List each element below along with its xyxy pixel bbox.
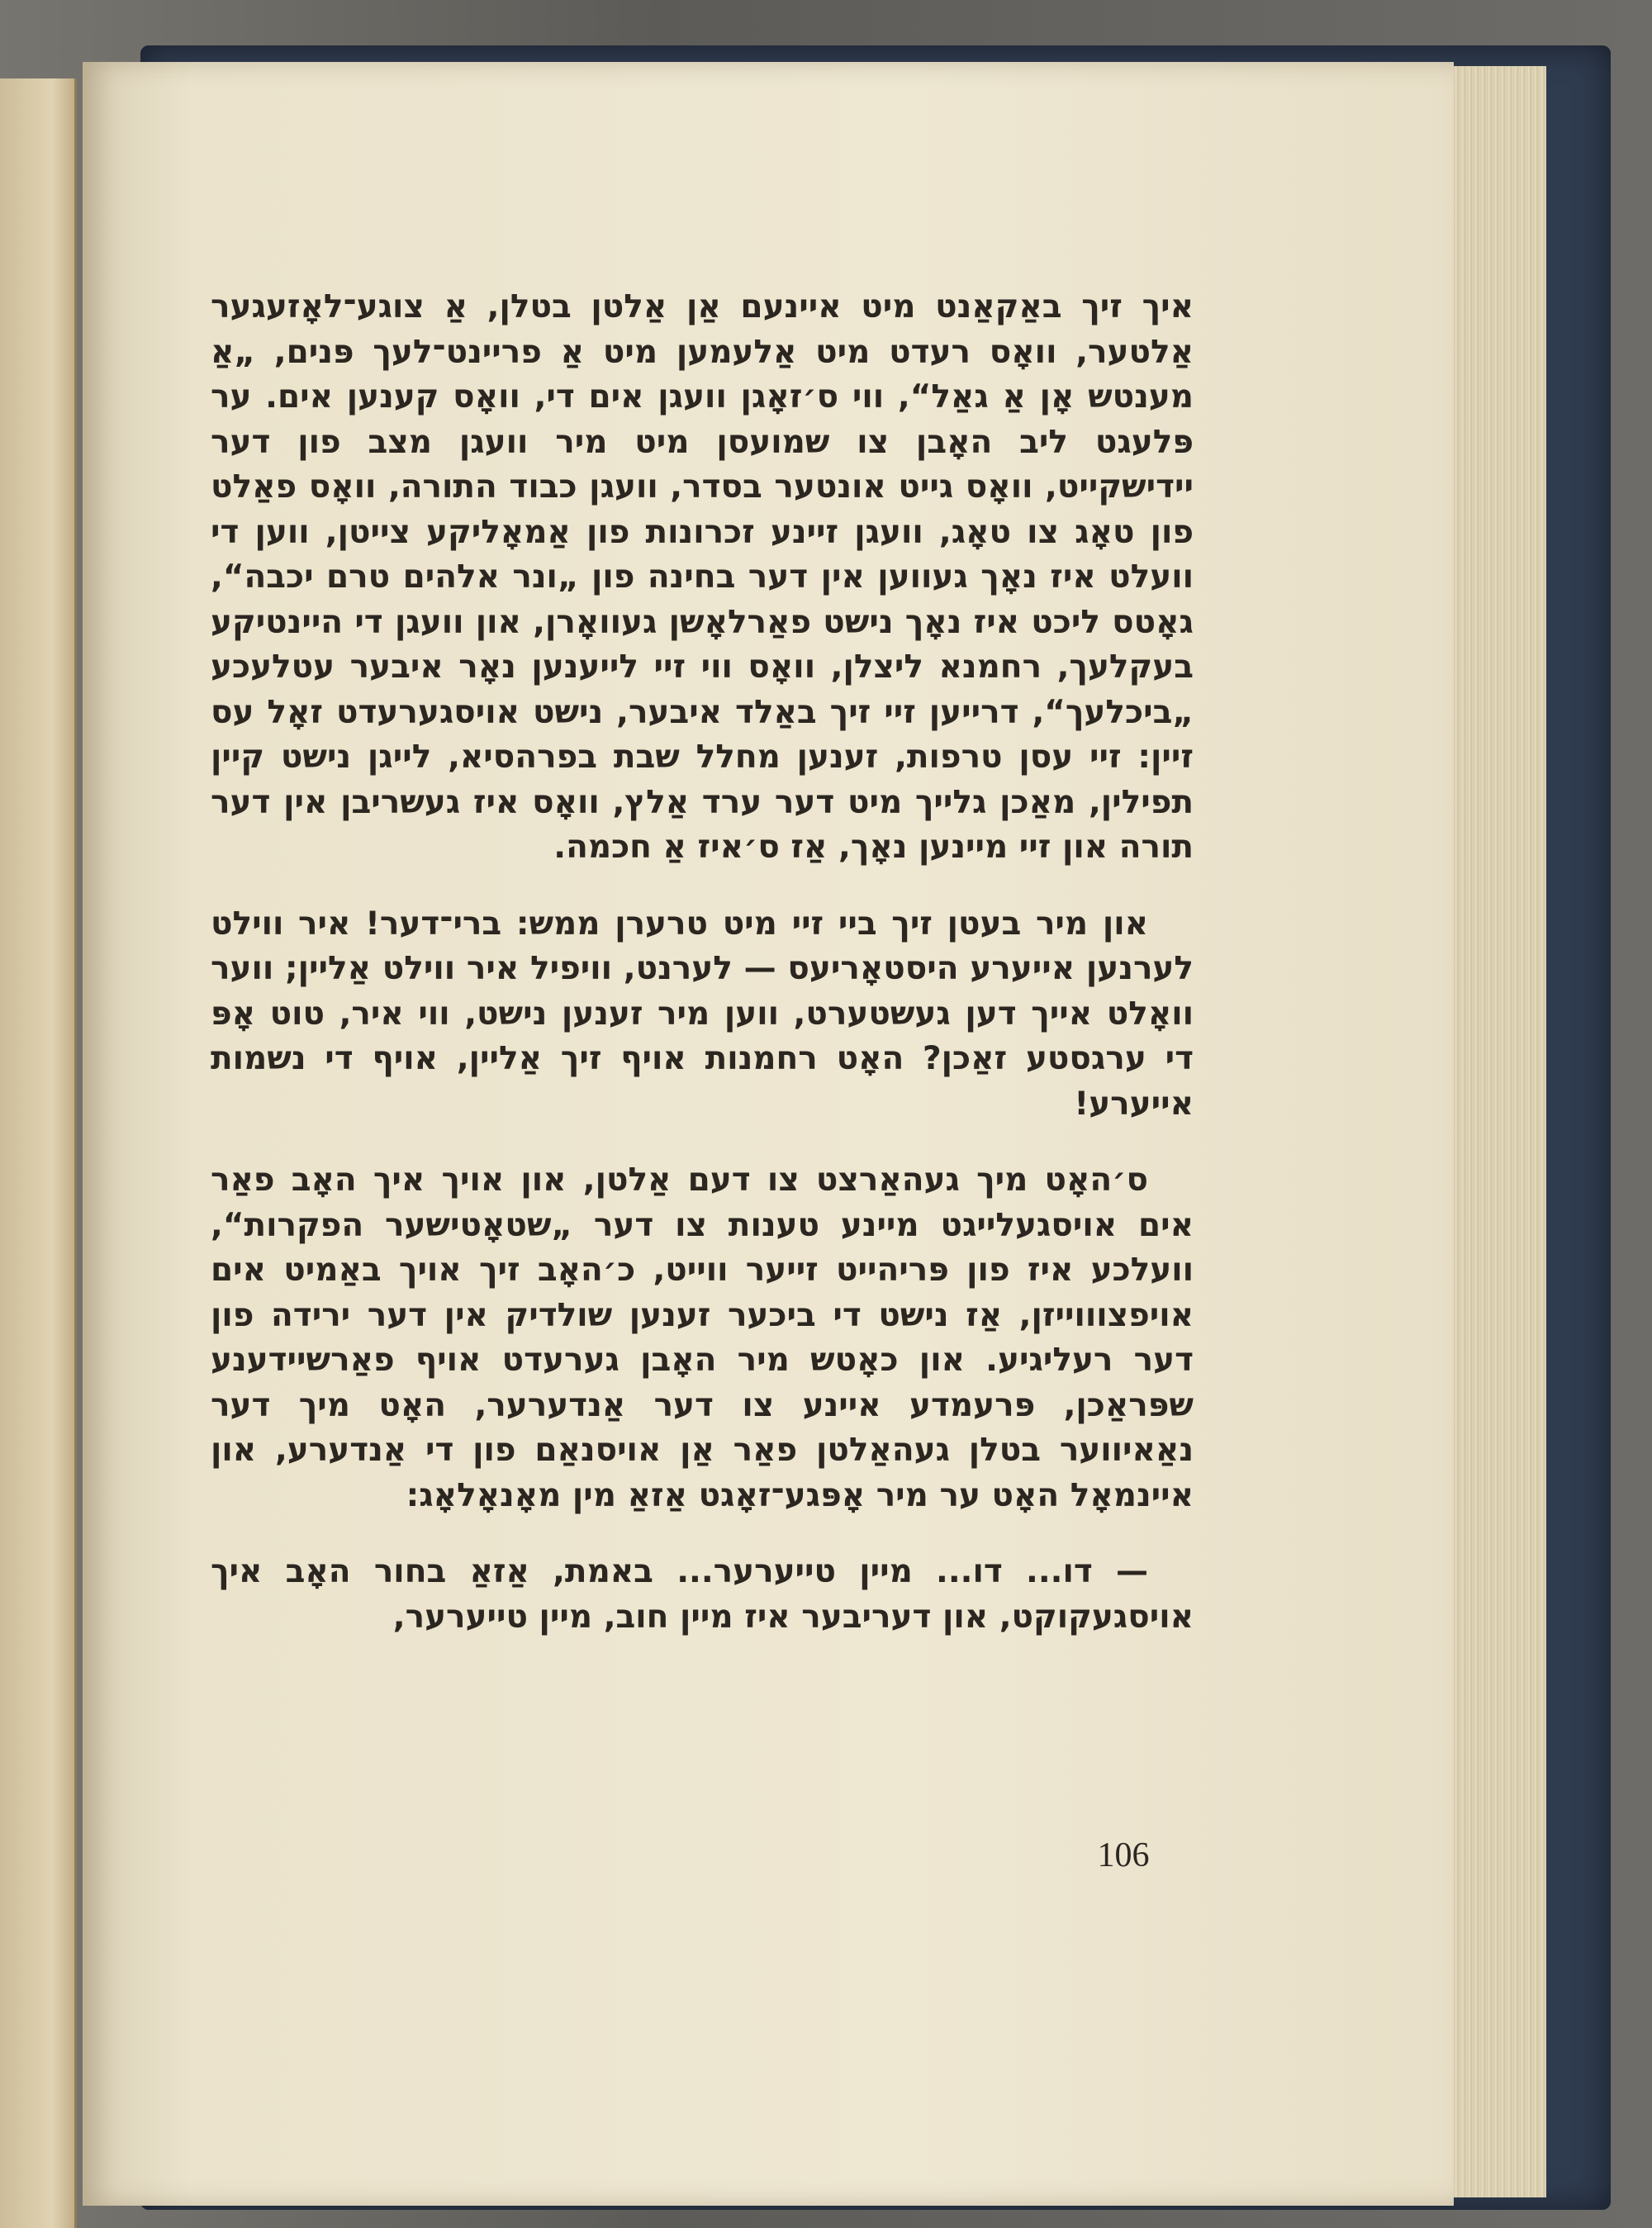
paragraph: און מיר בעטן זיך ביי זיי מיט טרערן ממש: ברי־דער! איר ווילט לערנען אייערע היסטאָריעס — לערנט, וויפיל איר ווילט אַליין; ווער וואָלט אייך דען געשטערט, ווען מיר זענען נישט, ווי איר, טוט אָפּ די ערגסטע זאַכן? האָט רחמנות אויף זיך אַליין, אויף די נשמות אייערע!: [211, 905, 1194, 1123]
paragraph: ס׳האָט מיך געהאַרצט צו דעם אַלטן, און אויך איך האָב פאַר אים אויסגעלייגט מיינע טענות צו דער „שטאָטישער הפקרות“, וועלכע איז פון פּריהייט זייער ווייט, כ׳האָב זיך אויך באַמיט אים אויפצוווייזן, אַז נישט די ביכער זענען שולדיק אין דער ירידה פון דער רעליגיע. און כאָטש מיר האָבן גערעדט אויף פאַרשיידענע שפּראַכן, פּרעמדע איינע צו דער אַנדערער, האָט מיך דער נאַאיווער בטלן געהאַלטן פאַר אַן אויסנאַם פון די אַנדערע, און איינמאָל האָט ער מיר אָפּגע־זאָגט אַזאַ מין מאָנאָלאָג:: [211, 1162, 1194, 1514]
paragraph: — דו... דו... מיין טייערער... באמת, אַזאַ בחור האָב איך אויסגעקוקט, און דעריבער איז מיין חוב, מיין טייערער,: [211, 1553, 1194, 1636]
page-text: [211, 285, 1194, 1937]
left-page-edge: [0, 78, 77, 2228]
paragraph: איך זיך באַקאַנט מיט איינעם אַן אַלטן בטלן, אַ צוגע־לאָזעגער אַלטער, וואָס רעדט מיט אַלעמען מיט אַ פריינט־לעך פּנים, „אַ מענטש אָן אַ גאַל“, ווי ס׳זאָגן וועגן אים די, וואָס קענען אים. ער פּלעגט ליב האָבן צו שמועסן מיט מיר וועגן מצב פון דער יידישקייט, וואָס גייט אונטער בסדר, וועגן כבוד התורה, וואָס פאַלט פון טאָג צו טאָג, וועגן זיינע זכרונות פון אַמאָליקע צייטן, ווען די וועלט איז נאָך געווען אין דער בחינה פון „ונר אלהים טרם יכבה“, גאָטס ליכט איז נאָך נישט פאַרלאָשן געוואָרן, און וועגן די היינטיקע בעקלעך, רחמנא ליצלן, וואָס ווי זיי לייענען נאָר איבער עטלעכע „ביכלעך“, דרייען זיי זיך באַלד איבער, נישט אויסגערעדט זאָל עס זיין: זיי עסן טרפות, זענען מחלל שבת בפרהסיא, לייגן נישט קיין תפילין, מאַכן גלייך מיט דער ערד אַלץ, וואָס איז געשריבן אין דער תורה און זיי מיינען נאָך, אַז ס׳איז אַ חכמה.: [211, 288, 1194, 866]
page-block-edges: [1446, 66, 1546, 2197]
page-number: 106: [1097, 1836, 1150, 1874]
